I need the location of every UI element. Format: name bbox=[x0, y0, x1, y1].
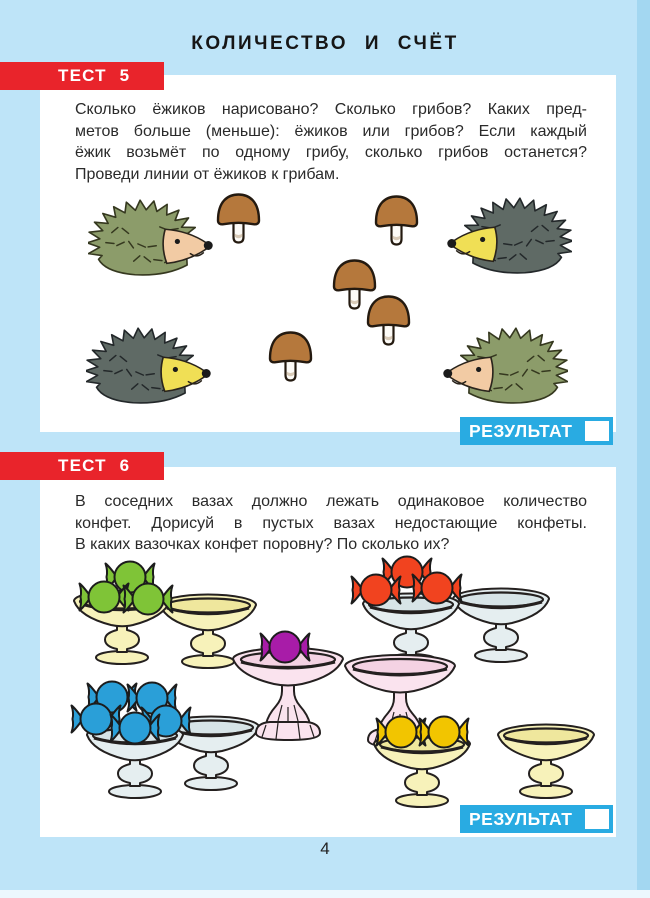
candy-yellow bbox=[417, 714, 471, 750]
task-text-line: конфет. Дорисуй в пустых вазах недостающие конфеты. bbox=[75, 514, 587, 532]
hedgehog-gray-left[interactable] bbox=[442, 191, 572, 283]
test6-result-badge bbox=[460, 805, 613, 833]
result-label: РЕЗУЛЬТАТ bbox=[469, 809, 573, 829]
candy-red bbox=[349, 572, 403, 608]
task-text-line: метов больше (меньше): ёжиков или грибов? Если каждый bbox=[75, 122, 587, 140]
hedgehog-gray-right[interactable] bbox=[86, 321, 216, 413]
candy-red bbox=[410, 570, 464, 606]
task-text-line: В каких вазочках конфет поровну? По сколько их? bbox=[75, 536, 450, 553]
mushroom[interactable] bbox=[373, 192, 420, 249]
candy-green bbox=[121, 581, 175, 617]
candy-purple bbox=[258, 629, 312, 665]
result-answer-box[interactable] bbox=[585, 809, 609, 829]
page-title: КОЛИЧЕСТВО И СЧЁТ bbox=[191, 33, 459, 54]
empty-vase[interactable] bbox=[451, 586, 551, 664]
candy-blue bbox=[108, 710, 162, 746]
page-edge-shading bbox=[637, 0, 650, 898]
test5-banner: ТЕСТ 5 bbox=[0, 62, 164, 90]
page-bottom-strip bbox=[0, 890, 650, 898]
result-answer-box[interactable] bbox=[585, 421, 609, 441]
hedgehog-olive-right[interactable] bbox=[88, 193, 218, 285]
mushroom[interactable] bbox=[267, 328, 314, 385]
empty-vase[interactable] bbox=[496, 722, 596, 800]
task-text-line: Проведи линии от ёжиков к грибам. bbox=[75, 165, 340, 183]
task-text-line: В соседних вазах должно лежать одинаковое количество bbox=[75, 493, 587, 510]
test5-result-badge bbox=[460, 417, 613, 445]
test5-illustration bbox=[40, 75, 616, 432]
test5-panel bbox=[40, 75, 616, 432]
mushroom[interactable] bbox=[365, 292, 412, 349]
task-text-line: ёжик возьмёт по одному грибу, сколько грибов останется? bbox=[75, 144, 587, 161]
test6-illustration bbox=[40, 467, 616, 837]
hedgehog-olive-left[interactable] bbox=[438, 321, 568, 413]
result-label: РЕЗУЛЬТАТ bbox=[469, 421, 573, 441]
test6-panel bbox=[40, 467, 616, 837]
page-number: 4 bbox=[320, 839, 330, 858]
test6-banner: ТЕСТ 6 bbox=[0, 452, 164, 480]
mushroom[interactable] bbox=[215, 190, 262, 247]
task-text-line: Сколько ёжиков нарисовано? Сколько грибов? Каких пред- bbox=[75, 101, 587, 118]
